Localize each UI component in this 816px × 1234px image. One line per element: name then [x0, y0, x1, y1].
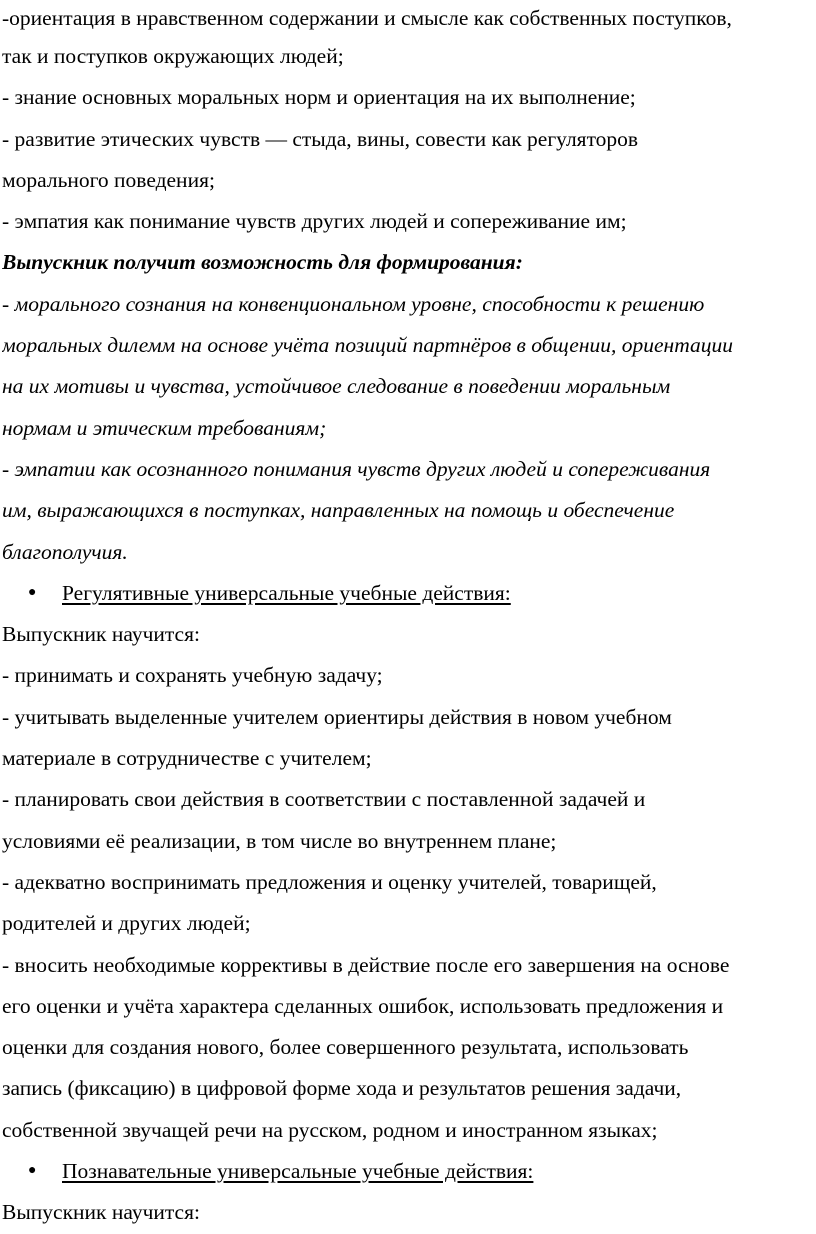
italic-text-line: на их мотивы и чувства, устойчивое следование в поведении моральным [2, 374, 671, 399]
bullet-item-regulative [2, 573, 816, 614]
text-line: морального поведения; [2, 167, 215, 192]
italic-text-line: - морального сознания на конвенциональном уровне, способности к решению [2, 291, 705, 316]
text-line: запись (фиксацию) в цифровой форме хода и результатов решения задачи, [2, 1076, 682, 1101]
text-line: собственной звучащей речи на русском, родном и иностранном языках; [2, 1117, 658, 1142]
text-line: - эмпатия как понимание чувств других людей и сопереживание им; [2, 209, 627, 234]
text-line: материале в сотрудничестве с учителем; [2, 746, 372, 771]
italic-text-line: нормам и этическим требованиям; [2, 415, 327, 440]
text-line: -ориентация в нравственном содержании и смысле как собственных поступков, [2, 6, 732, 30]
italic-text-line: - эмпатии как осознанного понимания чувств других людей и сопереживания [2, 456, 711, 481]
text-line: так и поступков окружающих людей; [2, 44, 344, 68]
text-line: родителей и других людей; [2, 911, 251, 936]
regulative-heading: Регулятивные универсальные учебные действия: [62, 580, 511, 605]
text-line: - развитие этических чувств — стыда, вины, совести как регуляторов [2, 126, 639, 151]
italic-text-line: благополучия. [2, 539, 128, 564]
italic-text-line: моральных дилемм на основе учёта позиций партнёров в общении, ориентации [2, 333, 733, 358]
graduate-will-learn-label: Выпускник научится: [2, 622, 200, 647]
text-line: - принимать и сохранять учебную задачу; [2, 663, 383, 688]
bullet-item-cognitive [2, 1151, 816, 1192]
text-line: его оценки и учёта характера сделанных ошибок, использовать предложения и [2, 993, 724, 1018]
bullet-icon: ● [28, 1163, 37, 1179]
italic-text-line: им, выражающихся в поступках, направленных на помощь и обеспечение [2, 498, 675, 523]
graduate-will-learn-label: Выпускник научится: [2, 1200, 200, 1225]
text-line: - вносить необходимые коррективы в действие после его завершения на основе [2, 952, 730, 977]
bullet-icon: ● [28, 585, 37, 601]
text-line: - адекватно воспринимать предложения и оценку учителей, товарищей, [2, 869, 657, 894]
text-line: оценки для создания нового, более совершенного результата, использовать [2, 1035, 689, 1060]
text-line: - учитывать выделенные учителем ориентиры действия в новом учебном [2, 704, 672, 729]
text-line: условиями её реализации, в том числе во внутреннем плане; [2, 828, 557, 853]
text-line: - знание основных моральных норм и ориентация на их выполнение; [2, 85, 636, 110]
text-line: - планировать свои действия в соответствии с поставленной задачей и [2, 787, 646, 812]
cognitive-heading: Познавательные универсальные учебные действия: [62, 1159, 534, 1184]
section-heading-opportunity: Выпускник получит возможность для формирования: [2, 250, 523, 275]
